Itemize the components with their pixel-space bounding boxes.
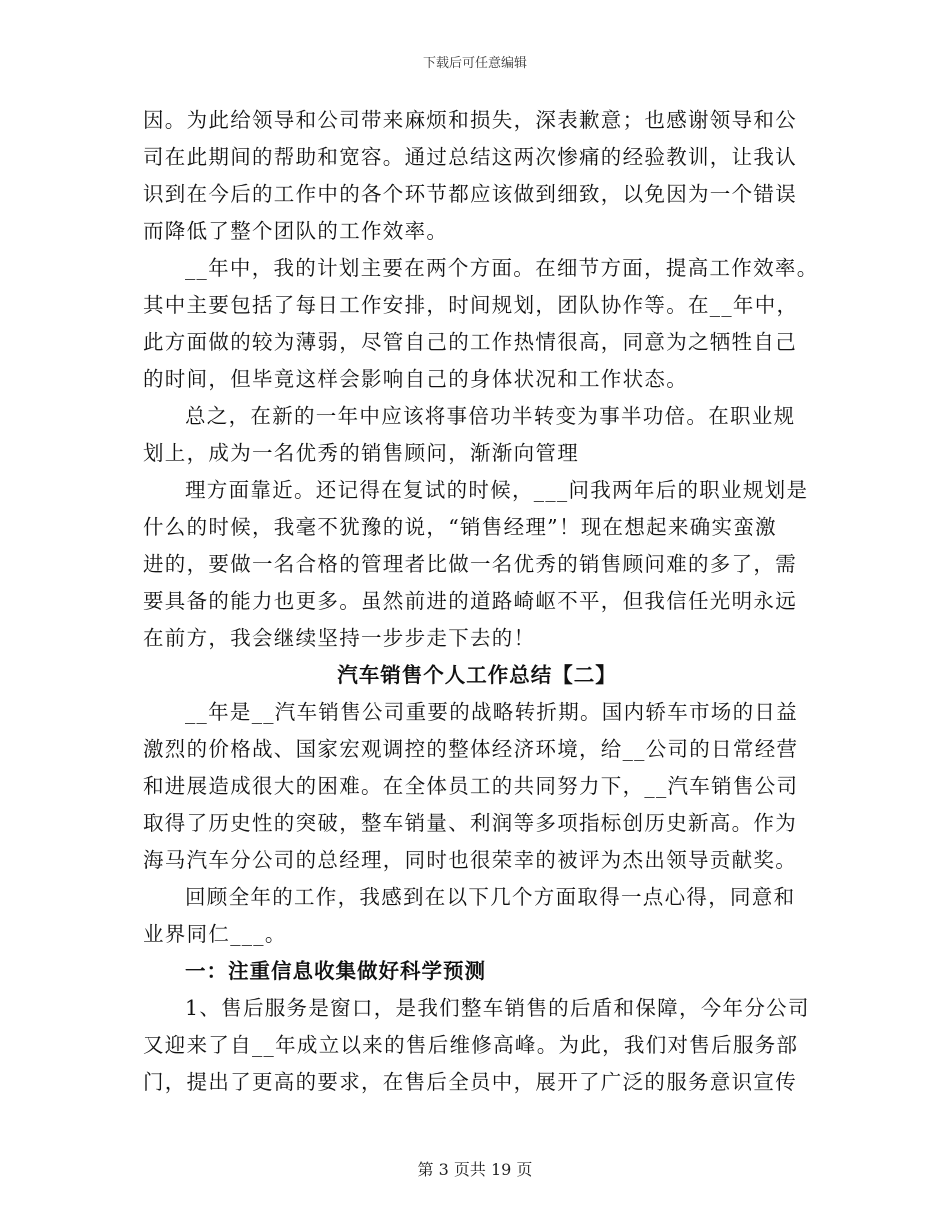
text-line: 什么的时候，我毫不犹豫的说，“销售经理”！现在想起来确实蛮激 <box>143 515 777 539</box>
text-line: 业界同仁___。 <box>143 922 287 946</box>
text-line: 回顾全年的工作，我感到在以下几个方面取得一点心得，同意和 <box>185 885 796 909</box>
text-line: 司在此期间的帮助和宽容。通过总结这两次惨痛的经验教训，让我认 <box>143 145 797 169</box>
text-line: 1、售后服务是窗口，是我们整车销售的后盾和保障，今年分公司 <box>185 996 810 1020</box>
text-line: 取得了历史性的突破，整车销量、利润等多项指标创历史新高。作为 <box>143 811 797 835</box>
text-line: __年中，我的计划主要在两个方面。在细节方面，提高工作效率。 <box>185 256 819 280</box>
text-line: 又迎来了自__年成立以来的售后维修高峰。为此，我们对售后服务部 <box>143 1033 799 1057</box>
text-line: 而降低了整个团队的工作效率。 <box>143 219 449 243</box>
text-line: 海马汽车分公司的总经理，同时也很荣幸的被评为杰出领导贡献奖。 <box>143 848 797 872</box>
text-line: 要具备的能力也更多。虽然前进的道路崎岖不平，但我信任光明永远 <box>143 589 797 613</box>
text-line: 进的，要做一名合格的管理者比做一名优秀的销售顾问难的多了，需 <box>143 552 797 576</box>
page-header: 下载后可任意编辑 <box>422 56 527 71</box>
document-body <box>143 102 819 1101</box>
section-subheading: 一：注重信息收集做好科学预测 <box>185 959 486 983</box>
text-line: 此方面做的较为薄弱，尽管自己的工作热情很高，同意为之牺牲自己 <box>143 330 797 354</box>
text-line: 识到在今后的工作中的各个环节都应该做到细致，以免因为一个错误 <box>143 182 797 206</box>
text-line: 理方面靠近。还记得在复试的时候，___问我两年后的职业规划是 <box>185 478 809 502</box>
text-line: 激烈的价格战、国家宏观调控的整体经济环境，给__公司的日常经营 <box>143 737 799 761</box>
text-line: 门，提出了更高的要求，在售后全员中，展开了广泛的服务意识宣传 <box>143 1070 797 1094</box>
text-line: 的时间，但毕竟这样会影响自己的身体状况和工作状态。 <box>143 367 688 391</box>
text-line: __年是__汽车销售公司重要的战略转折期。国内轿车市场的日益 <box>185 700 798 724</box>
text-line: 在前方，我会继续坚持一步步走下去的！ <box>143 626 536 650</box>
text-line: 划上，成为一名优秀的销售顾问，渐渐向管理 <box>143 441 579 465</box>
text-line: 其中主要包括了每日工作安排，时间规划，团队协作等。在__年中， <box>143 293 799 317</box>
text-line: 总之，在新的一年中应该将事倍功半转变为事半功倍。在职业规 <box>185 404 796 428</box>
text-line: 因。为此给领导和公司带来麻烦和损失，深表歉意；也感谢领导和公 <box>143 108 797 132</box>
text-line: 和进展造成很大的困难。在全体员工的共同努力下，__汽车销售公司 <box>143 774 799 798</box>
section-title: 汽车销售个人工作总结【二】 <box>337 663 617 687</box>
page-footer: 第 3 页共 19 页 <box>417 1160 533 1179</box>
